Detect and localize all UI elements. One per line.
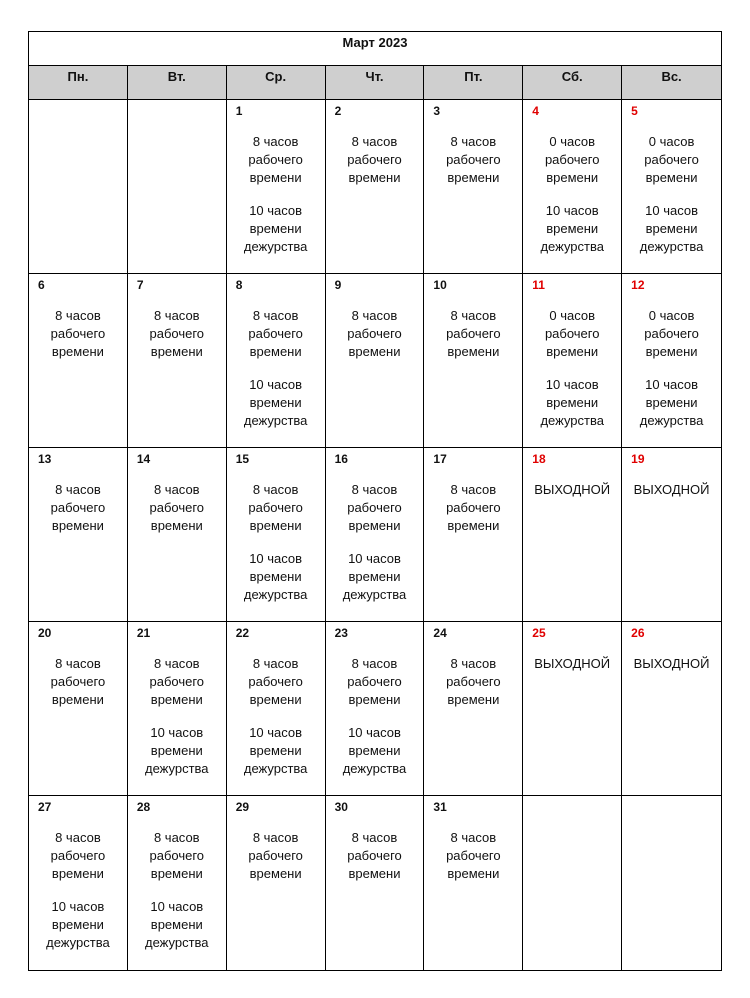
day-cell bbox=[128, 622, 227, 796]
day-cell bbox=[227, 274, 326, 448]
duty-hours-text: 10 часов времени дежурства bbox=[639, 203, 704, 254]
day-cell bbox=[622, 796, 721, 970]
work-hours-text: 8 часов рабочего времени bbox=[248, 308, 303, 359]
day-cell bbox=[227, 448, 326, 622]
day-cell bbox=[424, 100, 523, 274]
day-cell bbox=[622, 100, 721, 274]
work-hours-text: 8 часов рабочего времени bbox=[347, 656, 402, 707]
day-off-label: ВЫХОДНОЙ bbox=[633, 656, 710, 671]
work-hours-text: 8 часов рабочего времени bbox=[50, 830, 106, 881]
day-cell bbox=[326, 448, 425, 622]
day-number: 9 bbox=[334, 278, 342, 292]
day-number: 16 bbox=[334, 452, 348, 466]
work-hours-text: 8 часов рабочего времени bbox=[248, 134, 303, 185]
work-hours-text: 0 часов рабочего времени bbox=[644, 134, 699, 185]
day-cell bbox=[523, 622, 622, 796]
day-number: 26 bbox=[631, 626, 645, 640]
day-cell bbox=[29, 796, 128, 970]
duty-hours-text: 10 часов времени дежурства bbox=[243, 551, 308, 602]
duty-hours-text: 10 часов времени дежурства bbox=[145, 899, 209, 950]
day-cell bbox=[227, 796, 326, 970]
day-number: 7 bbox=[136, 278, 144, 292]
work-hours-text: 8 часов рабочего времени bbox=[347, 134, 402, 185]
duty-hours-text: 10 часов времени дежурства bbox=[342, 551, 407, 602]
day-number: 6 bbox=[38, 278, 45, 292]
day-cell bbox=[29, 622, 128, 796]
work-hours-text: 8 часов рабочего времени bbox=[149, 308, 205, 359]
day-number: 31 bbox=[433, 800, 447, 814]
day-cell bbox=[622, 622, 721, 796]
weekday-thu: Чт. bbox=[326, 66, 425, 99]
work-hours-text: 8 часов рабочего времени bbox=[50, 482, 106, 533]
day-cell bbox=[326, 796, 425, 970]
work-hours-text: 8 часов рабочего времени bbox=[446, 308, 501, 359]
work-hours-text: 0 часов рабочего времени bbox=[644, 308, 699, 359]
day-off-label: ВЫХОДНОЙ bbox=[633, 482, 710, 497]
day-number: 17 bbox=[433, 452, 447, 466]
day-cell bbox=[326, 622, 425, 796]
work-hours-text: 8 часов рабочего времени bbox=[248, 656, 303, 707]
weekday-sat: Сб. bbox=[523, 66, 622, 99]
day-cell bbox=[29, 274, 128, 448]
weekday-wed: Ср. bbox=[227, 66, 326, 99]
day-number bbox=[532, 799, 621, 815]
day-cell bbox=[424, 448, 523, 622]
work-hours-text: 8 часов рабочего времени bbox=[248, 830, 303, 881]
weekday-tue: Вт. bbox=[128, 66, 227, 99]
duty-hours-text: 10 часов времени дежурства bbox=[540, 203, 604, 254]
day-number: 2 bbox=[334, 104, 342, 118]
day-cell bbox=[128, 448, 227, 622]
day-number: 8 bbox=[235, 278, 243, 292]
day-number: 18 bbox=[532, 452, 546, 466]
day-number: 29 bbox=[235, 800, 250, 814]
work-hours-text: 8 часов рабочего времени bbox=[50, 308, 106, 359]
day-number: 27 bbox=[38, 800, 52, 814]
duty-hours-text: 10 часов времени дежурства bbox=[243, 377, 308, 428]
day-cell bbox=[424, 622, 523, 796]
work-hours-text: 8 часов рабочего времени bbox=[50, 656, 106, 707]
day-number bbox=[38, 103, 127, 119]
duty-hours-text: 10 часов времени дежурства bbox=[342, 725, 407, 776]
day-number bbox=[137, 103, 226, 119]
day-cell bbox=[622, 274, 721, 448]
day-number: 23 bbox=[334, 626, 348, 640]
day-off-label: ВЫХОДНОЙ bbox=[534, 482, 611, 497]
day-cell bbox=[424, 274, 523, 448]
work-hours-text: 8 часов рабочего времени bbox=[149, 830, 205, 881]
day-cell bbox=[622, 448, 721, 622]
day-number: 28 bbox=[136, 800, 151, 814]
day-number bbox=[631, 799, 721, 815]
work-hours-text: 8 часов рабочего времени bbox=[347, 830, 402, 881]
duty-hours-text: 10 часов времени дежурства bbox=[243, 203, 308, 254]
calendar-title: Март 2023 bbox=[29, 32, 721, 66]
day-cell bbox=[128, 796, 227, 970]
day-cell bbox=[523, 796, 622, 970]
day-cell bbox=[29, 448, 128, 622]
day-number: 25 bbox=[532, 626, 546, 640]
day-cell bbox=[326, 100, 425, 274]
work-hours-text: 8 часов рабочего времени bbox=[347, 482, 402, 533]
day-cell bbox=[128, 274, 227, 448]
work-hours-text: 0 часов рабочего времени bbox=[544, 308, 600, 359]
day-number: 3 bbox=[433, 104, 441, 118]
weekday-fri: Пт. bbox=[424, 66, 523, 99]
day-number: 15 bbox=[235, 452, 250, 466]
duty-hours-text: 10 часов времени дежурства bbox=[243, 725, 308, 776]
duty-hours-text: 10 часов времени дежурства bbox=[639, 377, 704, 428]
day-number: 30 bbox=[334, 800, 348, 814]
day-cell bbox=[523, 448, 622, 622]
day-cell bbox=[128, 100, 227, 274]
calendar-table bbox=[28, 31, 722, 971]
duty-hours-text: 10 часов времени дежурства bbox=[145, 725, 209, 776]
day-number: 4 bbox=[532, 104, 539, 118]
day-cell bbox=[326, 274, 425, 448]
weekday-mon: Пн. bbox=[29, 66, 128, 99]
day-grid bbox=[29, 100, 721, 970]
day-number: 11 bbox=[532, 278, 545, 292]
day-number: 5 bbox=[631, 104, 638, 118]
day-cell bbox=[424, 796, 523, 970]
day-number: 22 bbox=[235, 626, 250, 640]
day-number: 19 bbox=[631, 452, 645, 466]
day-off-label: ВЫХОДНОЙ bbox=[534, 656, 611, 671]
day-number: 14 bbox=[136, 452, 151, 466]
day-cell bbox=[29, 100, 128, 274]
work-hours-text: 8 часов рабочего времени bbox=[446, 656, 501, 707]
day-number: 13 bbox=[38, 452, 52, 466]
weekday-header-row bbox=[29, 66, 721, 100]
day-number: 21 bbox=[136, 626, 151, 640]
weekday-sun: Вс. bbox=[661, 69, 682, 84]
work-hours-text: 8 часов рабочего времени bbox=[149, 482, 205, 533]
duty-hours-text: 10 часов времени дежурства bbox=[540, 377, 604, 428]
day-number: 10 bbox=[433, 278, 447, 292]
work-hours-text: 8 часов рабочего времени bbox=[248, 482, 303, 533]
day-cell bbox=[227, 622, 326, 796]
duty-hours-text: 10 часов времени дежурства bbox=[46, 899, 110, 950]
day-number: 24 bbox=[433, 626, 447, 640]
day-cell bbox=[523, 100, 622, 274]
day-number: 1 bbox=[235, 104, 243, 118]
work-hours-text: 0 часов рабочего времени bbox=[544, 134, 600, 185]
work-hours-text: 8 часов рабочего времени bbox=[347, 308, 402, 359]
work-hours-text: 8 часов рабочего времени bbox=[446, 134, 501, 185]
day-cell bbox=[227, 100, 326, 274]
work-hours-text: 8 часов рабочего времени bbox=[446, 830, 501, 881]
day-number: 20 bbox=[38, 626, 52, 640]
day-number: 12 bbox=[631, 278, 645, 292]
work-hours-text: 8 часов рабочего времени bbox=[149, 656, 205, 707]
day-cell bbox=[523, 274, 622, 448]
work-hours-text: 8 часов рабочего времени bbox=[446, 482, 501, 533]
